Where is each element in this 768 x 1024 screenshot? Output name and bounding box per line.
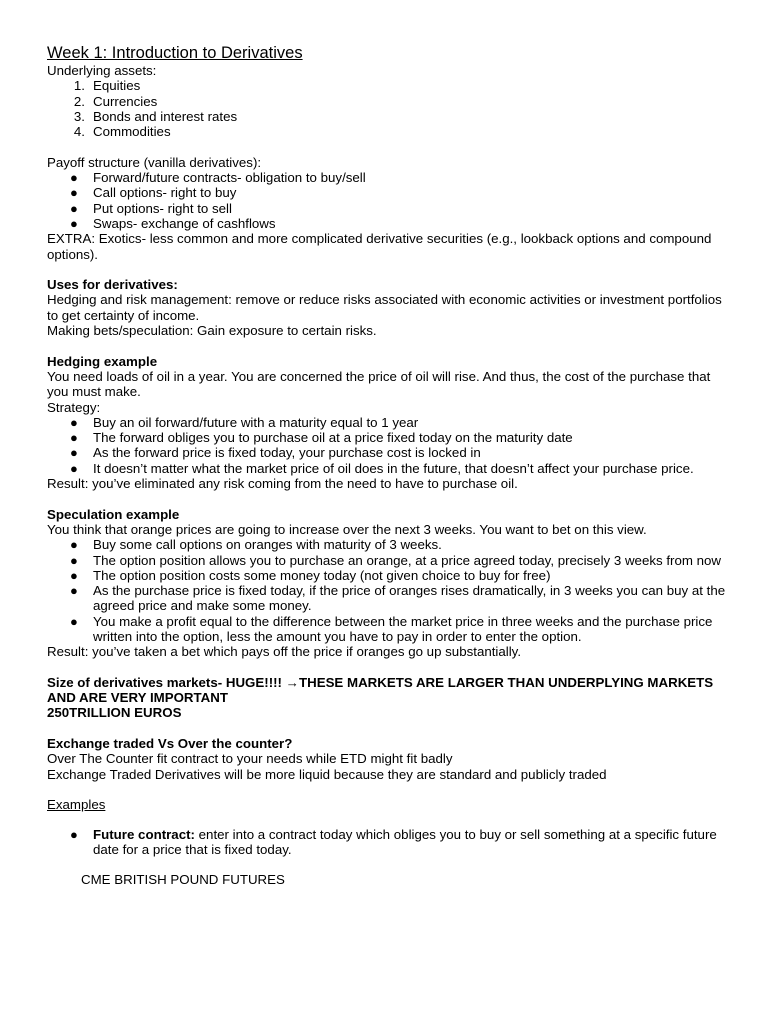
bullet-icon: ● bbox=[70, 170, 78, 186]
list-item: ● The forward obliges you to purchase oil at a price fixed today on the maturity date bbox=[70, 430, 573, 446]
examples-list bbox=[47, 827, 728, 858]
list-item: ● Buy some call options on oranges with maturity of 3 weeks. bbox=[70, 537, 442, 553]
list-item: ● Call options- right to buy bbox=[70, 185, 237, 201]
uses-line-hedging: Hedging and risk management: remove or reduce risks associated with economic activities or investment portfolios to get certainty of income. bbox=[47, 292, 722, 323]
list-item: 1. Equities bbox=[73, 78, 141, 94]
page-title: Week 1: Introduction to Derivatives bbox=[47, 44, 303, 62]
bullet-icon: ● bbox=[70, 613, 78, 629]
underlying-list bbox=[47, 78, 728, 139]
size-value: 250TRILLION EUROS bbox=[47, 705, 182, 721]
speculation-list bbox=[47, 537, 728, 644]
hedging-strategy: Strategy: bbox=[47, 399, 101, 415]
list-item: ● Buy an oil forward/future with a maturity equal to 1 year bbox=[70, 414, 419, 430]
speculation-result: Result: you’ve taken a bet which pays off the price if oranges go up substantially. bbox=[47, 644, 522, 660]
bullet-icon: ● bbox=[70, 445, 78, 461]
exchange-line-otc: Over The Counter fit contract to your needs while ETD might fit badly bbox=[47, 751, 453, 767]
bullet-icon: ● bbox=[70, 537, 78, 553]
bullet-icon: ● bbox=[70, 185, 78, 201]
list-item: ● The option position allows you to purchase an orange, at a price agreed today, precisely 3 weeks from now bbox=[70, 552, 722, 568]
underlying-heading: Underlying assets: bbox=[47, 63, 157, 78]
hedging-intro: You need loads of oil in a year. You are concerned the price of oil will rise. And thus, the cost of the purchase that you must make. bbox=[47, 368, 711, 400]
examples-heading: Examples bbox=[47, 797, 106, 813]
bullet-icon: ● bbox=[70, 460, 78, 476]
list-item: ● Swaps- exchange of cashflows bbox=[70, 215, 276, 231]
list-item: 3. Bonds and interest rates bbox=[73, 108, 238, 124]
speculation-intro: You think that orange prices are going to increase over the next 3 weeks. You want to bet on this view. bbox=[47, 521, 647, 537]
cme-label: CME BRITISH POUND FUTURES bbox=[81, 872, 285, 888]
list-item: 4. Commodities bbox=[73, 124, 171, 140]
list-item: 2. Currencies bbox=[73, 93, 158, 109]
uses-heading: Uses for derivatives: bbox=[47, 277, 178, 293]
payoff-extra: EXTRA: Exotics- less common and more complicated derivative securities (e.g., lookback options and compound options). bbox=[47, 231, 712, 262]
list-item: ● It doesn’t matter what the market price of oil does in the future, that doesn’t affect your purchase price. bbox=[70, 460, 694, 476]
bullet-icon: ● bbox=[70, 200, 78, 216]
payoff-list bbox=[47, 170, 728, 231]
hedging-list bbox=[47, 415, 728, 476]
bullet-icon: ● bbox=[70, 583, 78, 599]
bullet-icon: ● bbox=[70, 215, 78, 231]
hedging-heading: Hedging example bbox=[47, 353, 158, 369]
bullet-icon: ● bbox=[70, 552, 78, 568]
list-item: ● Forward/future contracts- obligation to buy/sell bbox=[70, 170, 366, 186]
uses-line-speculation: Making bets/speculation: Gain exposure to certain risks. bbox=[47, 323, 377, 339]
exchange-heading: Exchange traded Vs Over the counter? bbox=[47, 736, 293, 752]
list-item: ● Future contract: enter into a contract today which obliges you to buy or sell something at a specific future date for a price that is fixed today. bbox=[70, 826, 717, 857]
speculation-heading: Speculation example bbox=[47, 506, 180, 522]
hedging-result: Result: you’ve eliminated any risk coming from the need to have to purchase oil. bbox=[47, 476, 518, 492]
list-item: ● As the forward price is fixed today, your purchase cost is locked in bbox=[70, 445, 481, 461]
bullet-icon: ● bbox=[70, 567, 78, 583]
bullet-icon: ● bbox=[70, 826, 78, 842]
bullet-icon: ● bbox=[70, 414, 78, 430]
payoff-heading: Payoff structure (vanilla derivatives): bbox=[47, 154, 262, 170]
list-item: ● You make a profit equal to the difference between the market price in three weeks and the purchase price written into the option, less the amount you have to pay in order to enter the option. bbox=[70, 613, 713, 644]
exchange-line-etd: Exchange Traded Derivatives will be more liquid because they are standard and publicly traded bbox=[47, 766, 607, 782]
bullet-icon: ● bbox=[70, 430, 78, 446]
list-item: ● The option position costs some money today (not given choice to buy for free) bbox=[70, 567, 551, 583]
list-item: ● Put options- right to sell bbox=[70, 200, 232, 216]
size-heading: Size of derivatives markets- HUGE!!!! →THESE MARKETS ARE LARGER THAN UNDERPLYING MARKETS AND ARE VERY IMPORTANT bbox=[47, 674, 714, 706]
list-item: ● As the purchase price is fixed today, if the price of oranges rises dramatically, in 3 weeks you can buy at the agreed price and make some money. bbox=[70, 583, 726, 614]
